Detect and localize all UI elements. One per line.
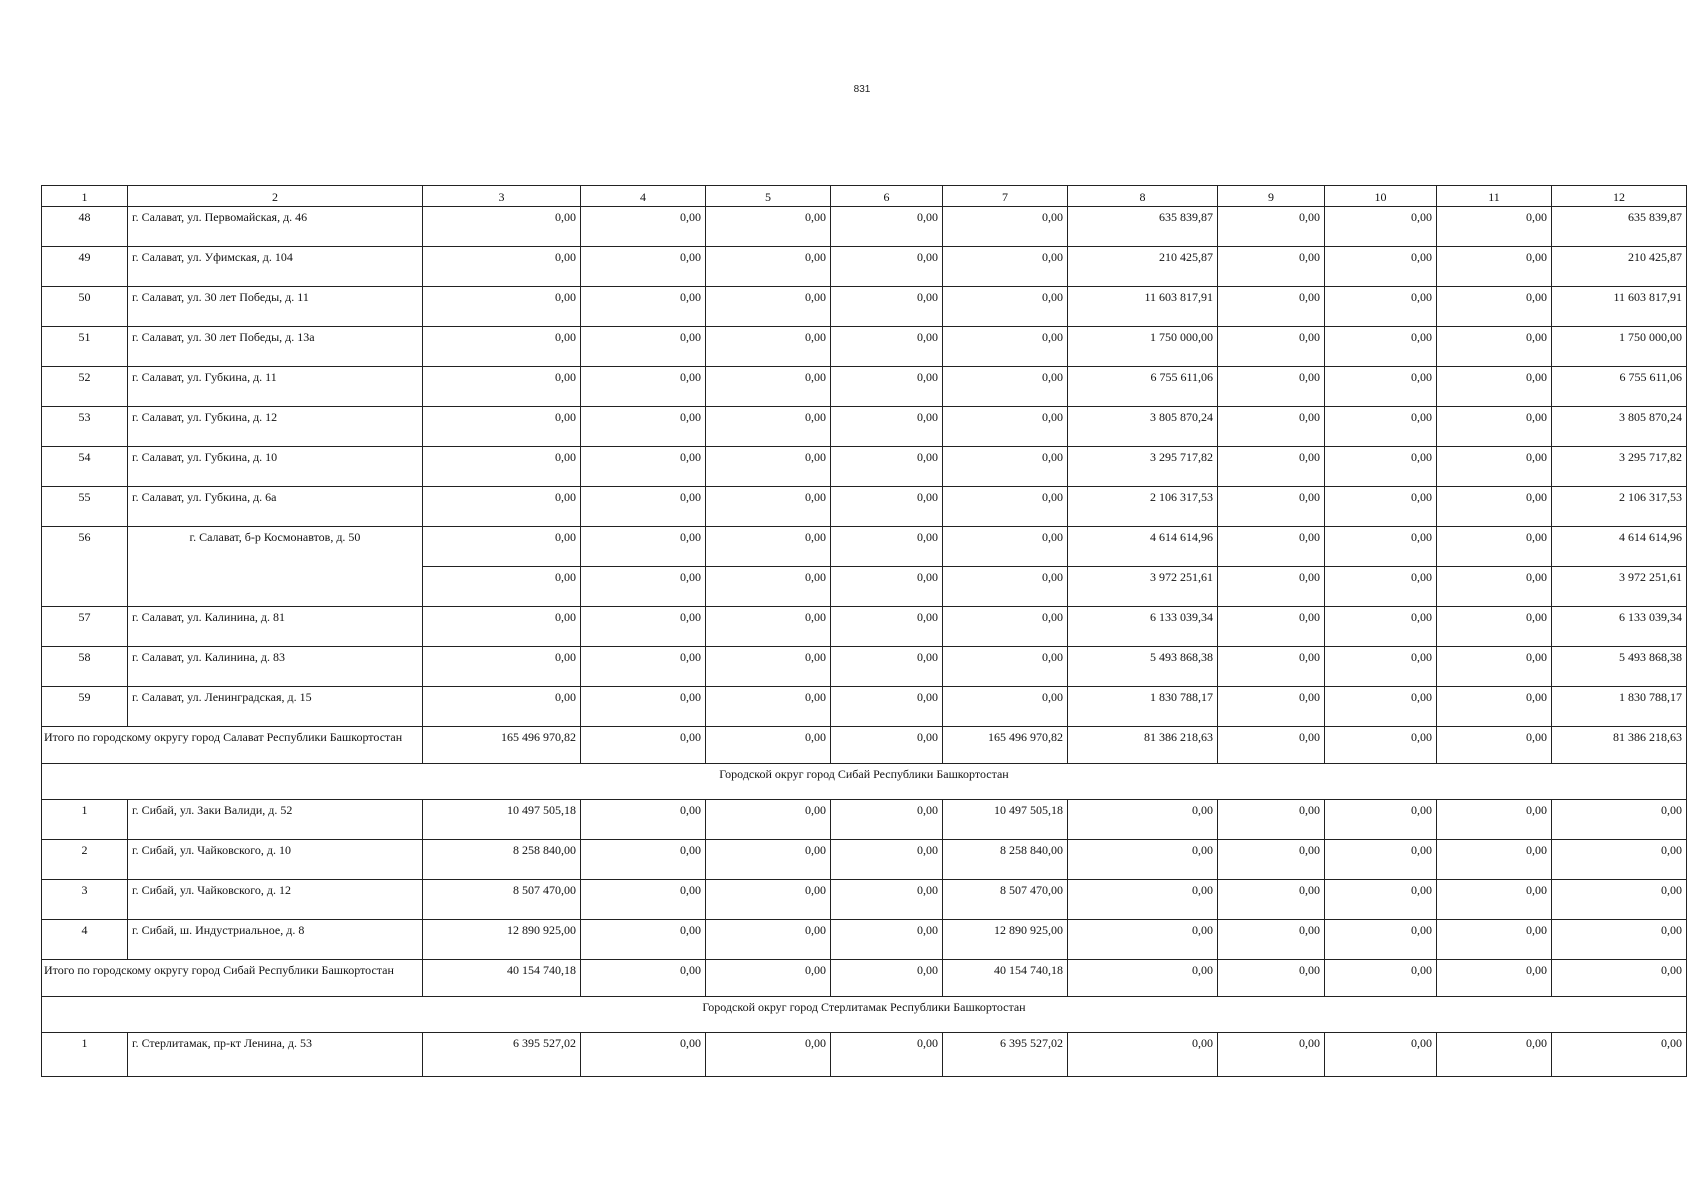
address-cell: г. Салават, ул. Губкина, д. 10 bbox=[128, 447, 423, 487]
row-number: 4 bbox=[42, 920, 128, 960]
value-cell: 0,00 bbox=[1437, 407, 1552, 447]
value-cell: 8 507 470,00 bbox=[943, 880, 1068, 920]
value-cell: 0,00 bbox=[1437, 647, 1552, 687]
value-cell: 0,00 bbox=[581, 487, 706, 527]
value-cell: 0,00 bbox=[1437, 247, 1552, 287]
value-cell: 0,00 bbox=[581, 567, 706, 607]
column-header: 6 bbox=[831, 186, 943, 207]
value-cell: 0,00 bbox=[706, 247, 831, 287]
row-number: 48 bbox=[42, 207, 128, 247]
address-cell: г. Салават, ул. 30 лет Победы, д. 11 bbox=[128, 287, 423, 327]
address-cell: г. Салават, ул. Ленинградская, д. 15 bbox=[128, 687, 423, 727]
value-cell: 0,00 bbox=[1325, 687, 1437, 727]
value-cell: 0,00 bbox=[1218, 607, 1325, 647]
value-cell: 3 805 870,24 bbox=[1068, 407, 1218, 447]
value-cell: 165 496 970,82 bbox=[943, 727, 1068, 764]
value-cell: 0,00 bbox=[831, 247, 943, 287]
buildings-table bbox=[41, 185, 1687, 1077]
value-cell: 0,00 bbox=[831, 287, 943, 327]
value-cell: 0,00 bbox=[706, 920, 831, 960]
address-cell: г. Салават, б-р Космонавтов, д. 50 bbox=[128, 527, 423, 607]
value-cell: 0,00 bbox=[423, 367, 581, 407]
value-cell: 0,00 bbox=[1068, 840, 1218, 880]
value-cell: 40 154 740,18 bbox=[423, 960, 581, 997]
page-number: 831 bbox=[853, 84, 871, 95]
value-cell: 0,00 bbox=[423, 247, 581, 287]
value-cell: 0,00 bbox=[1325, 287, 1437, 327]
value-cell: 0,00 bbox=[831, 487, 943, 527]
table-row bbox=[42, 880, 1687, 920]
value-cell: 4 614 614,96 bbox=[1552, 527, 1687, 567]
value-cell: 0,00 bbox=[423, 447, 581, 487]
value-cell: 0,00 bbox=[1068, 960, 1218, 997]
value-cell: 0,00 bbox=[581, 880, 706, 920]
value-cell: 0,00 bbox=[943, 287, 1068, 327]
value-cell: 0,00 bbox=[1325, 527, 1437, 567]
value-cell: 0,00 bbox=[1218, 1033, 1325, 1077]
value-cell: 0,00 bbox=[1325, 800, 1437, 840]
value-cell: 0,00 bbox=[1218, 960, 1325, 997]
value-cell: 0,00 bbox=[1218, 840, 1325, 880]
value-cell: 5 493 868,38 bbox=[1068, 647, 1218, 687]
row-number: 52 bbox=[42, 367, 128, 407]
row-number: 58 bbox=[42, 647, 128, 687]
column-header: 3 bbox=[423, 186, 581, 207]
row-number: 51 bbox=[42, 327, 128, 367]
value-cell: 0,00 bbox=[1437, 367, 1552, 407]
value-cell: 0,00 bbox=[831, 687, 943, 727]
value-cell: 0,00 bbox=[1325, 367, 1437, 407]
value-cell: 6 133 039,34 bbox=[1068, 607, 1218, 647]
value-cell: 0,00 bbox=[706, 647, 831, 687]
value-cell: 1 830 788,17 bbox=[1552, 687, 1687, 727]
value-cell: 0,00 bbox=[1437, 487, 1552, 527]
value-cell: 0,00 bbox=[831, 607, 943, 647]
section-row bbox=[42, 764, 1687, 800]
value-cell: 6 133 039,34 bbox=[1552, 607, 1687, 647]
value-cell: 0,00 bbox=[943, 367, 1068, 407]
value-cell: 3 805 870,24 bbox=[1552, 407, 1687, 447]
value-cell: 3 972 251,61 bbox=[1068, 567, 1218, 607]
value-cell: 0,00 bbox=[1325, 1033, 1437, 1077]
row-number: 49 bbox=[42, 247, 128, 287]
value-cell: 2 106 317,53 bbox=[1552, 487, 1687, 527]
row-number: 57 bbox=[42, 607, 128, 647]
value-cell: 0,00 bbox=[1437, 447, 1552, 487]
value-cell: 0,00 bbox=[423, 327, 581, 367]
value-cell: 0,00 bbox=[1325, 607, 1437, 647]
value-cell: 0,00 bbox=[831, 647, 943, 687]
value-cell: 0,00 bbox=[1068, 920, 1218, 960]
value-cell: 0,00 bbox=[706, 1033, 831, 1077]
value-cell: 0,00 bbox=[1437, 727, 1552, 764]
address-cell: г. Салават, ул. 30 лет Победы, д. 13а bbox=[128, 327, 423, 367]
value-cell: 0,00 bbox=[1437, 880, 1552, 920]
address-cell: г. Стерлитамак, пр-кт Ленина, д. 53 bbox=[128, 1033, 423, 1077]
value-cell: 0,00 bbox=[943, 487, 1068, 527]
value-cell: 0,00 bbox=[1437, 960, 1552, 997]
value-cell: 0,00 bbox=[1437, 1033, 1552, 1077]
value-cell: 40 154 740,18 bbox=[943, 960, 1068, 997]
value-cell: 0,00 bbox=[943, 647, 1068, 687]
section-row bbox=[42, 997, 1687, 1033]
value-cell: 0,00 bbox=[423, 527, 581, 567]
value-cell: 0,00 bbox=[706, 367, 831, 407]
value-cell: 0,00 bbox=[581, 367, 706, 407]
address-cell: г. Сибай, ул. Заки Валиди, д. 52 bbox=[128, 800, 423, 840]
row-number: 50 bbox=[42, 287, 128, 327]
column-header: 8 bbox=[1068, 186, 1218, 207]
table-row bbox=[42, 840, 1687, 880]
value-cell: 0,00 bbox=[1437, 327, 1552, 367]
value-cell: 6 395 527,02 bbox=[943, 1033, 1068, 1077]
value-cell: 0,00 bbox=[1218, 407, 1325, 447]
address-cell: г. Сибай, ул. Чайковского, д. 10 bbox=[128, 840, 423, 880]
total-row bbox=[42, 727, 1687, 764]
value-cell: 3 972 251,61 bbox=[1552, 567, 1687, 607]
table-row bbox=[42, 207, 1687, 247]
value-cell: 0,00 bbox=[706, 960, 831, 997]
value-cell: 0,00 bbox=[581, 647, 706, 687]
table-row bbox=[42, 447, 1687, 487]
value-cell: 0,00 bbox=[831, 407, 943, 447]
value-cell: 0,00 bbox=[581, 960, 706, 997]
value-cell: 0,00 bbox=[943, 407, 1068, 447]
value-cell: 0,00 bbox=[423, 487, 581, 527]
value-cell: 0,00 bbox=[1552, 840, 1687, 880]
value-cell: 0,00 bbox=[1437, 920, 1552, 960]
value-cell: 0,00 bbox=[1552, 920, 1687, 960]
value-cell: 0,00 bbox=[581, 607, 706, 647]
value-cell: 0,00 bbox=[706, 487, 831, 527]
value-cell: 0,00 bbox=[423, 687, 581, 727]
value-cell: 0,00 bbox=[1325, 920, 1437, 960]
value-cell: 0,00 bbox=[943, 207, 1068, 247]
value-cell: 0,00 bbox=[581, 527, 706, 567]
value-cell: 1 750 000,00 bbox=[1068, 327, 1218, 367]
value-cell: 0,00 bbox=[1218, 880, 1325, 920]
value-cell: 0,00 bbox=[1218, 800, 1325, 840]
value-cell: 0,00 bbox=[943, 567, 1068, 607]
value-cell: 0,00 bbox=[1437, 287, 1552, 327]
value-cell: 6 755 611,06 bbox=[1552, 367, 1687, 407]
value-cell: 0,00 bbox=[1218, 327, 1325, 367]
column-header: 10 bbox=[1325, 186, 1437, 207]
value-cell: 0,00 bbox=[1218, 647, 1325, 687]
value-cell: 0,00 bbox=[943, 687, 1068, 727]
table-row bbox=[42, 527, 1687, 567]
value-cell: 0,00 bbox=[423, 287, 581, 327]
section-title: Городской округ город Стерлитамак Республики Башкортостан bbox=[42, 997, 1687, 1033]
value-cell: 0,00 bbox=[1218, 687, 1325, 727]
value-cell: 81 386 218,63 bbox=[1068, 727, 1218, 764]
address-cell: г. Салават, ул. Губкина, д. 12 bbox=[128, 407, 423, 447]
value-cell: 635 839,87 bbox=[1552, 207, 1687, 247]
column-header: 5 bbox=[706, 186, 831, 207]
address-cell: г. Сибай, ш. Индустриальное, д. 8 bbox=[128, 920, 423, 960]
value-cell: 0,00 bbox=[831, 960, 943, 997]
value-cell: 0,00 bbox=[706, 207, 831, 247]
value-cell: 0,00 bbox=[581, 727, 706, 764]
row-number: 55 bbox=[42, 487, 128, 527]
table-row bbox=[42, 647, 1687, 687]
row-number: 59 bbox=[42, 687, 128, 727]
table-row bbox=[42, 247, 1687, 287]
value-cell: 0,00 bbox=[1218, 247, 1325, 287]
table-row bbox=[42, 287, 1687, 327]
address-cell: г. Салават, ул. Первомайская, д. 46 bbox=[128, 207, 423, 247]
value-cell: 0,00 bbox=[581, 1033, 706, 1077]
value-cell: 0,00 bbox=[1218, 567, 1325, 607]
table-row bbox=[42, 487, 1687, 527]
value-cell: 0,00 bbox=[1552, 800, 1687, 840]
column-header: 11 bbox=[1437, 186, 1552, 207]
section-title: Городской округ город Сибай Республики Башкортостан bbox=[42, 764, 1687, 800]
value-cell: 165 496 970,82 bbox=[423, 727, 581, 764]
value-cell: 0,00 bbox=[1325, 407, 1437, 447]
value-cell: 0,00 bbox=[1325, 647, 1437, 687]
value-cell: 1 750 000,00 bbox=[1552, 327, 1687, 367]
value-cell: 0,00 bbox=[423, 607, 581, 647]
table-row bbox=[42, 920, 1687, 960]
value-cell: 0,00 bbox=[581, 800, 706, 840]
value-cell: 0,00 bbox=[1437, 607, 1552, 647]
value-cell: 0,00 bbox=[1218, 447, 1325, 487]
value-cell: 4 614 614,96 bbox=[1068, 527, 1218, 567]
value-cell: 0,00 bbox=[423, 207, 581, 247]
value-cell: 0,00 bbox=[943, 527, 1068, 567]
value-cell: 0,00 bbox=[706, 607, 831, 647]
value-cell: 0,00 bbox=[706, 447, 831, 487]
table-row bbox=[42, 327, 1687, 367]
value-cell: 12 890 925,00 bbox=[423, 920, 581, 960]
value-cell: 0,00 bbox=[1068, 1033, 1218, 1077]
value-cell: 3 295 717,82 bbox=[1068, 447, 1218, 487]
value-cell: 0,00 bbox=[1068, 880, 1218, 920]
value-cell: 0,00 bbox=[943, 327, 1068, 367]
value-cell: 0,00 bbox=[831, 527, 943, 567]
value-cell: 210 425,87 bbox=[1068, 247, 1218, 287]
value-cell: 0,00 bbox=[581, 327, 706, 367]
value-cell: 0,00 bbox=[706, 287, 831, 327]
value-cell: 0,00 bbox=[1552, 1033, 1687, 1077]
value-cell: 0,00 bbox=[831, 840, 943, 880]
value-cell: 0,00 bbox=[706, 880, 831, 920]
value-cell: 0,00 bbox=[423, 407, 581, 447]
address-cell: г. Салават, ул. Калинина, д. 81 bbox=[128, 607, 423, 647]
column-header: 1 bbox=[42, 186, 128, 207]
value-cell: 0,00 bbox=[1325, 487, 1437, 527]
row-number: 54 bbox=[42, 447, 128, 487]
value-cell: 0,00 bbox=[1437, 527, 1552, 567]
value-cell: 0,00 bbox=[1218, 287, 1325, 327]
value-cell: 0,00 bbox=[1325, 960, 1437, 997]
column-header: 9 bbox=[1218, 186, 1325, 207]
value-cell: 0,00 bbox=[581, 687, 706, 727]
value-cell: 0,00 bbox=[1437, 567, 1552, 607]
address-cell: г. Салават, ул. Уфимская, д. 104 bbox=[128, 247, 423, 287]
value-cell: 10 497 505,18 bbox=[943, 800, 1068, 840]
value-cell: 0,00 bbox=[706, 527, 831, 567]
value-cell: 0,00 bbox=[581, 287, 706, 327]
value-cell: 0,00 bbox=[943, 607, 1068, 647]
table-row bbox=[42, 1033, 1687, 1077]
value-cell: 0,00 bbox=[831, 567, 943, 607]
value-cell: 0,00 bbox=[706, 567, 831, 607]
value-cell: 0,00 bbox=[1325, 840, 1437, 880]
value-cell: 0,00 bbox=[1325, 567, 1437, 607]
table-row bbox=[42, 687, 1687, 727]
value-cell: 8 507 470,00 bbox=[423, 880, 581, 920]
value-cell: 0,00 bbox=[1437, 207, 1552, 247]
value-cell: 0,00 bbox=[1218, 727, 1325, 764]
value-cell: 0,00 bbox=[423, 647, 581, 687]
value-cell: 0,00 bbox=[831, 327, 943, 367]
value-cell: 0,00 bbox=[581, 920, 706, 960]
value-cell: 0,00 bbox=[1325, 447, 1437, 487]
value-cell: 0,00 bbox=[1552, 880, 1687, 920]
total-label: Итого по городскому округу город Салават Республики Башкортостан bbox=[42, 727, 423, 764]
row-number: 1 bbox=[42, 800, 128, 840]
value-cell: 0,00 bbox=[1325, 727, 1437, 764]
value-cell: 0,00 bbox=[706, 407, 831, 447]
value-cell: 0,00 bbox=[1068, 800, 1218, 840]
value-cell: 0,00 bbox=[1325, 327, 1437, 367]
value-cell: 0,00 bbox=[1218, 367, 1325, 407]
row-number: 2 bbox=[42, 840, 128, 880]
value-cell: 0,00 bbox=[581, 407, 706, 447]
address-cell: г. Салават, ул. Губкина, д. 6а bbox=[128, 487, 423, 527]
value-cell: 0,00 bbox=[1437, 687, 1552, 727]
value-cell: 0,00 bbox=[831, 207, 943, 247]
value-cell: 0,00 bbox=[1552, 960, 1687, 997]
value-cell: 1 830 788,17 bbox=[1068, 687, 1218, 727]
total-label: Итого по городскому округу город Сибай Республики Башкортостан bbox=[42, 960, 423, 997]
address-cell: г. Сибай, ул. Чайковского, д. 12 bbox=[128, 880, 423, 920]
value-cell: 0,00 bbox=[1218, 487, 1325, 527]
table-row bbox=[42, 800, 1687, 840]
value-cell: 0,00 bbox=[1218, 920, 1325, 960]
value-cell: 12 890 925,00 bbox=[943, 920, 1068, 960]
value-cell: 0,00 bbox=[1437, 800, 1552, 840]
value-cell: 0,00 bbox=[581, 207, 706, 247]
value-cell: 2 106 317,53 bbox=[1068, 487, 1218, 527]
value-cell: 6 395 527,02 bbox=[423, 1033, 581, 1077]
value-cell: 0,00 bbox=[943, 447, 1068, 487]
value-cell: 0,00 bbox=[423, 567, 581, 607]
value-cell: 6 755 611,06 bbox=[1068, 367, 1218, 407]
row-number: 3 bbox=[42, 880, 128, 920]
value-cell: 0,00 bbox=[1325, 207, 1437, 247]
value-cell: 0,00 bbox=[943, 247, 1068, 287]
address-cell: г. Салават, ул. Калинина, д. 83 bbox=[128, 647, 423, 687]
address-cell: г. Салават, ул. Губкина, д. 11 bbox=[128, 367, 423, 407]
value-cell: 0,00 bbox=[581, 840, 706, 880]
value-cell: 10 497 505,18 bbox=[423, 800, 581, 840]
value-cell: 11 603 817,91 bbox=[1068, 287, 1218, 327]
value-cell: 0,00 bbox=[831, 920, 943, 960]
value-cell: 0,00 bbox=[706, 687, 831, 727]
value-cell: 0,00 bbox=[831, 367, 943, 407]
value-cell: 8 258 840,00 bbox=[943, 840, 1068, 880]
value-cell: 0,00 bbox=[706, 800, 831, 840]
column-header: 7 bbox=[943, 186, 1068, 207]
row-number: 53 bbox=[42, 407, 128, 447]
column-header: 4 bbox=[581, 186, 706, 207]
row-number: 56 bbox=[42, 527, 128, 607]
column-header: 2 bbox=[128, 186, 423, 207]
column-number-row bbox=[42, 186, 1687, 207]
value-cell: 11 603 817,91 bbox=[1552, 287, 1687, 327]
value-cell: 0,00 bbox=[581, 447, 706, 487]
value-cell: 0,00 bbox=[831, 447, 943, 487]
value-cell: 0,00 bbox=[831, 800, 943, 840]
value-cell: 5 493 868,38 bbox=[1552, 647, 1687, 687]
value-cell: 0,00 bbox=[831, 727, 943, 764]
value-cell: 0,00 bbox=[1325, 247, 1437, 287]
table-row bbox=[42, 367, 1687, 407]
value-cell: 635 839,87 bbox=[1068, 207, 1218, 247]
value-cell: 0,00 bbox=[1437, 840, 1552, 880]
value-cell: 8 258 840,00 bbox=[423, 840, 581, 880]
value-cell: 0,00 bbox=[581, 247, 706, 287]
value-cell: 0,00 bbox=[1325, 880, 1437, 920]
value-cell: 0,00 bbox=[1218, 527, 1325, 567]
value-cell: 0,00 bbox=[706, 327, 831, 367]
value-cell: 0,00 bbox=[1218, 207, 1325, 247]
value-cell: 0,00 bbox=[831, 880, 943, 920]
total-row bbox=[42, 960, 1687, 997]
value-cell: 0,00 bbox=[831, 1033, 943, 1077]
table-row bbox=[42, 407, 1687, 447]
value-cell: 210 425,87 bbox=[1552, 247, 1687, 287]
value-cell: 3 295 717,82 bbox=[1552, 447, 1687, 487]
value-cell: 81 386 218,63 bbox=[1552, 727, 1687, 764]
table-row bbox=[42, 607, 1687, 647]
row-number: 1 bbox=[42, 1033, 128, 1077]
value-cell: 0,00 bbox=[706, 840, 831, 880]
value-cell: 0,00 bbox=[706, 727, 831, 764]
column-header: 12 bbox=[1552, 186, 1687, 207]
